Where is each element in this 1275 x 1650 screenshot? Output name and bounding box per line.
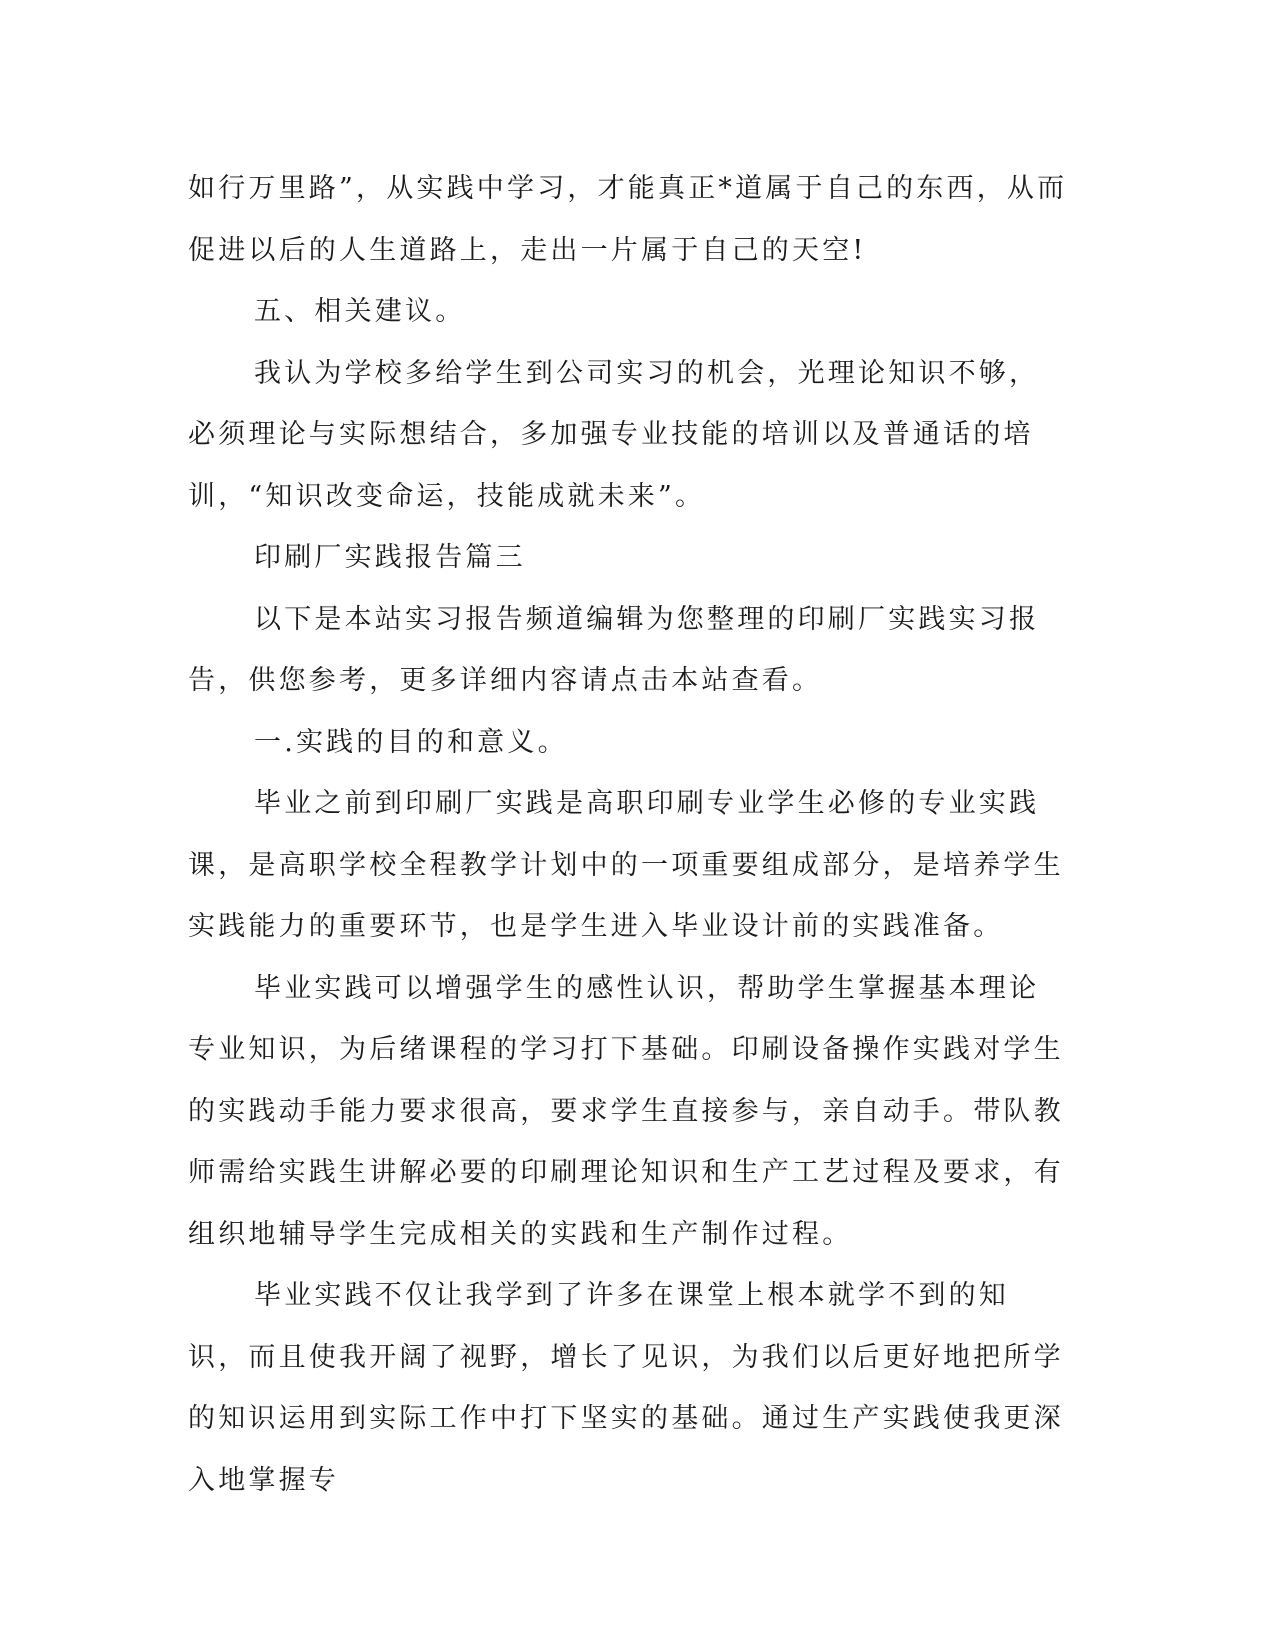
paragraph-intro: 以下是本站实习报告频道编辑为您整理的印刷厂实践实习报告，供您参考，更多详细内容请点击本站查看。 — [188, 603, 1040, 696]
section-heading-purpose: 一.实践的目的和意义。 — [254, 726, 568, 758]
section-heading-suggestions: 五、相关建议。 — [254, 296, 466, 327]
article-title-part-three: 印刷厂实践报告篇三 — [254, 542, 526, 573]
paragraph-purpose-1: 毕业之前到印刷厂实践是高职印刷专业学生必修的专业实践课，是高职学校全程教学计划中的一项重要组成部分，是培养学生实践能力的重要环节，也是学生进入毕业设计前的实践准备。 — [188, 788, 1064, 942]
paragraph-suggestions: 我认为学校多给学生到公司实习的机会，光理论知识不够，必须理论与实际想结合，多加强专业技能的培训以及普通话的培训，“知识改变命运，技能成就未来”。 — [188, 357, 1040, 512]
paragraph-purpose-3: 毕业实践不仅让我学到了许多在课堂上根本就学不到的知识，而且使我开阔了视野，增长了见识，为我们以后更好地把所学的知识运用到实际工作中打下坚实的基础。通过生产实践使我更深入地掌握专 — [188, 1280, 1064, 1496]
paragraph-continuation: 如行万里路”，从实践中学习，才能真正*道属于自己的东西，从而促进以后的人生道路上，走出一片属于自己的天空! — [188, 173, 1068, 266]
paragraph-purpose-2: 毕业实践可以增强学生的感性认识，帮助学生掌握基本理论专业知识，为后绪课程的学习打下基础。印刷设备操作实践对学生的实践动手能力要求很高，要求学生直接参与，亲自动手。带队教师需给实践生讲解必要的印刷理论知识和生产工艺过程及要求，有组织地辅导学生完成相关的实践和生产制作过程。 — [188, 972, 1064, 1250]
document-body — [188, 158, 1068, 1511]
